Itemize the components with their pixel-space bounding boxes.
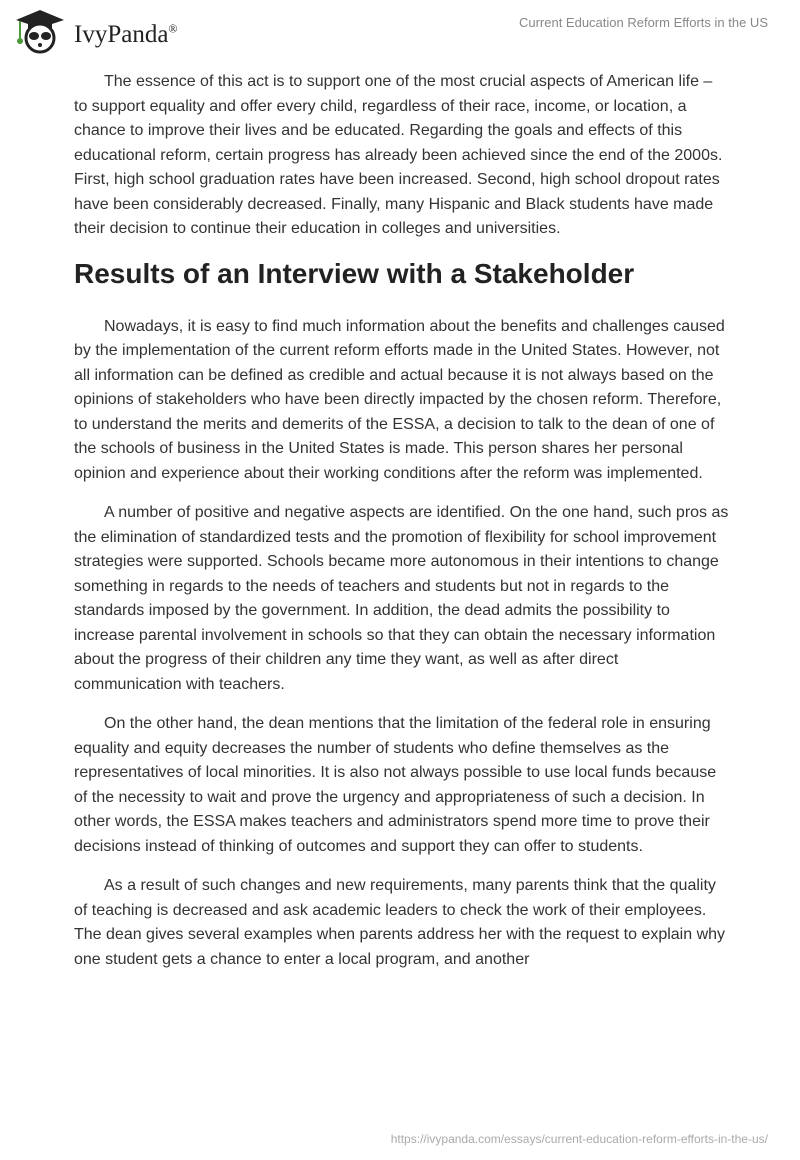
paragraph: As a result of such changes and new requirements, many parents think that the quality of teaching is decreased and ask academic leaders to check the work of their employees. The dean gives several examples when parents address her with the request to explain why one student gets a chance to enter a local program, and another (74, 877, 726, 968)
brand-name: IvyPanda (74, 21, 169, 48)
paragraph: A number of positive and negative aspects are identified. On the one hand, such pros as the elimination of standardized tests and the promotion of flexibility for school improvement strategies were supported. Schools became more autonomous in their intentions to change something in regards to the needs of teachers and students but not in regards to the standards imposed by the government. In addition, the dead admits the possibility to increase parental involvement in schools so that they can obtain the necessary information about the progress of their children any time they want, as well as after direct communication with teachers. (74, 504, 729, 693)
paragraph: On the other hand, the dean mentions that the limitation of the federal role in ensuring equality and equity decreases the number of students who define themselves as the representatives of local minorities. It is also not always possible to use local funds because of the necessity to wait and prove the urgency and appropriateness of such a decision. In other words, the ESSA makes teachers and administrators spend more time to prove their decisions instead of thinking of outcomes and support they can offer to students. (74, 715, 717, 855)
panda-logo-icon (12, 8, 68, 54)
paragraph: Nowadays, it is easy to find much information about the benefits and challenges caused by the implementation of the current reform efforts made in the United States. However, not all information can be defined as credible and actual because it is not always based on the opinions of stakeholders who have been directly impacted by the chosen reform. Therefore, to understand the merits and demerits of the ESSA, a decision to talk to the dean of one of the schools of business in the United States is made. This person shares her personal opinion and experience about their working conditions after the reform was implemented. (74, 317, 725, 482)
source-url[interactable]: https://ivypanda.com/essays/current-education-reform-efforts-in-the-us/ (390, 1132, 768, 1146)
document-title: Current Education Reform Efforts in the US (518, 15, 768, 30)
essay-content (74, 70, 730, 987)
registered-mark: ® (168, 21, 178, 36)
section-heading: Results of an Interview with a Stakeholder (74, 257, 635, 289)
logo[interactable] (12, 8, 178, 54)
paragraph: The essence of this act is to support one of the most crucial aspects of American life – to support equality and offer every child, regardless of their race, income, or location, a chance to improve their lives and be educated. Regarding the goals and effects of this educational reform, certain progress has already been achieved since the end of the 2000s. First, high school graduation rates have been increased. Second, high school dropout rates have been considerably decreased. Finally, many Hispanic and Black students have made their decision to continue their education in colleges and universities. (74, 73, 723, 237)
